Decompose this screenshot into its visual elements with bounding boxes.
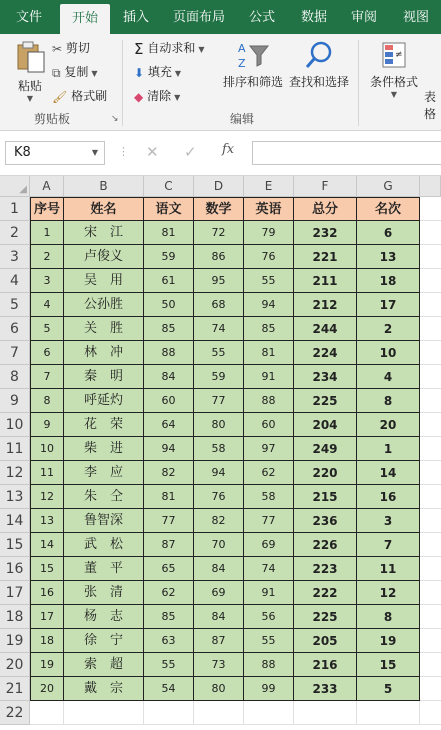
table-cell[interactable]: 70 bbox=[194, 533, 244, 557]
table-cell[interactable]: 222 bbox=[294, 581, 357, 605]
chevron-down-icon: ▼ bbox=[91, 148, 98, 157]
column-header[interactable]: D bbox=[194, 176, 244, 197]
column-header-empty[interactable] bbox=[420, 176, 441, 197]
table-cell[interactable]: 80 bbox=[194, 413, 244, 437]
column-header[interactable]: E bbox=[244, 176, 294, 197]
header-cell[interactable]: 名次 bbox=[357, 197, 420, 221]
table-cell[interactable]: 林 冲 bbox=[64, 341, 144, 365]
table-cell[interactable]: 张 清 bbox=[64, 581, 144, 605]
table-cell[interactable]: 杨 志 bbox=[64, 605, 144, 629]
row-header[interactable]: 15 bbox=[0, 533, 30, 557]
table-cell[interactable]: 12 bbox=[30, 485, 64, 509]
empty-cell[interactable] bbox=[30, 701, 64, 725]
table-cell[interactable]: 8 bbox=[357, 389, 420, 413]
table-cell[interactable]: 74 bbox=[244, 557, 294, 581]
table-cell[interactable]: 69 bbox=[244, 533, 294, 557]
table-cell[interactable]: 18 bbox=[30, 629, 64, 653]
table-cell[interactable]: 87 bbox=[144, 533, 194, 557]
table-cell[interactable]: 204 bbox=[294, 413, 357, 437]
table-cell[interactable]: 82 bbox=[194, 509, 244, 533]
autosum-button[interactable]: Σ 自动求和 ▼ bbox=[134, 39, 205, 58]
table-cell[interactable]: 李 应 bbox=[64, 461, 144, 485]
eraser-icon: ◆ bbox=[134, 89, 144, 104]
sort-filter-button[interactable] bbox=[222, 40, 284, 90]
empty-cell[interactable] bbox=[420, 605, 441, 629]
empty-cell[interactable] bbox=[64, 701, 144, 725]
fill-down-icon: ⬇ bbox=[134, 65, 145, 80]
table-cell[interactable]: 76 bbox=[244, 245, 294, 269]
table-cell[interactable]: 211 bbox=[294, 269, 357, 293]
copy-icon: ⧉ bbox=[52, 65, 61, 80]
table-cell[interactable]: 62 bbox=[144, 581, 194, 605]
empty-cell[interactable] bbox=[420, 677, 441, 701]
table-cell[interactable]: 63 bbox=[144, 629, 194, 653]
table-cell[interactable]: 220 bbox=[294, 461, 357, 485]
header-cell[interactable]: 序号 bbox=[30, 197, 64, 221]
table-cell[interactable]: 11 bbox=[357, 557, 420, 581]
empty-cell[interactable] bbox=[420, 509, 441, 533]
table-cell[interactable]: 223 bbox=[294, 557, 357, 581]
table-cell[interactable]: 50 bbox=[144, 293, 194, 317]
table-cell[interactable]: 朱 仝 bbox=[64, 485, 144, 509]
empty-cell[interactable] bbox=[294, 701, 357, 725]
table-cell[interactable]: 60 bbox=[244, 413, 294, 437]
confirm-icon[interactable]: ✓ bbox=[184, 143, 197, 161]
empty-cell[interactable] bbox=[144, 701, 194, 725]
table-cell[interactable]: 3 bbox=[357, 509, 420, 533]
empty-cell[interactable] bbox=[420, 629, 441, 653]
table-cell[interactable]: 85 bbox=[144, 317, 194, 341]
empty-cell[interactable] bbox=[357, 701, 420, 725]
header-cell[interactable]: 姓名 bbox=[64, 197, 144, 221]
table-cell[interactable]: 221 bbox=[294, 245, 357, 269]
sort-filter-icon bbox=[236, 40, 270, 70]
row-header[interactable]: 9 bbox=[0, 389, 30, 413]
table-cell[interactable]: 87 bbox=[194, 629, 244, 653]
table-cell[interactable]: 73 bbox=[194, 653, 244, 677]
formula-bar bbox=[0, 131, 441, 176]
empty-cell[interactable] bbox=[420, 557, 441, 581]
table-cell[interactable]: 14 bbox=[30, 533, 64, 557]
select-all-corner[interactable] bbox=[0, 176, 30, 197]
table-cell[interactable]: 55 bbox=[244, 629, 294, 653]
table-cell[interactable]: 公孙胜 bbox=[64, 293, 144, 317]
copy-label: 复制 bbox=[64, 65, 89, 79]
empty-cell[interactable] bbox=[420, 485, 441, 509]
table-cell[interactable]: 56 bbox=[244, 605, 294, 629]
header-cell[interactable]: 数学 bbox=[194, 197, 244, 221]
table-cell[interactable]: 216 bbox=[294, 653, 357, 677]
table-cell[interactable]: 关 胜 bbox=[64, 317, 144, 341]
tab-page-layout[interactable]: 页面布局 bbox=[172, 10, 225, 25]
table-cell[interactable]: 215 bbox=[294, 485, 357, 509]
chevron-down-icon: ▼ bbox=[26, 94, 34, 103]
sigma-icon: Σ bbox=[134, 39, 144, 58]
tab-file[interactable]: 文件 bbox=[15, 10, 42, 25]
table-cell[interactable]: 55 bbox=[144, 653, 194, 677]
table-cell[interactable]: 94 bbox=[244, 293, 294, 317]
row-header[interactable]: 11 bbox=[0, 437, 30, 461]
table-cell[interactable]: 19 bbox=[30, 653, 64, 677]
row-header[interactable]: 14 bbox=[0, 509, 30, 533]
table-cell[interactable]: 5 bbox=[357, 677, 420, 701]
tab-review[interactable]: 审阅 bbox=[350, 10, 377, 25]
table-cell[interactable]: 69 bbox=[194, 581, 244, 605]
column-header[interactable]: A bbox=[30, 176, 64, 197]
scissors-icon: ✂ bbox=[52, 41, 63, 56]
table-cell[interactable]: 84 bbox=[144, 365, 194, 389]
table-cell[interactable]: 95 bbox=[194, 269, 244, 293]
table-cell[interactable]: 索 超 bbox=[64, 653, 144, 677]
empty-cell[interactable] bbox=[420, 581, 441, 605]
empty-cell[interactable] bbox=[194, 701, 244, 725]
empty-cell[interactable] bbox=[420, 341, 441, 365]
table-cell[interactable]: 86 bbox=[194, 245, 244, 269]
table-cell[interactable]: 81 bbox=[144, 485, 194, 509]
table-cell[interactable]: 94 bbox=[194, 461, 244, 485]
table-cell[interactable]: 85 bbox=[144, 605, 194, 629]
table-cell[interactable]: 2 bbox=[357, 317, 420, 341]
empty-cell[interactable] bbox=[420, 437, 441, 461]
table-cell[interactable]: 84 bbox=[194, 605, 244, 629]
format-painter-label: 格式刷 bbox=[71, 89, 108, 103]
table-cell[interactable]: 58 bbox=[194, 437, 244, 461]
table-cell[interactable]: 17 bbox=[357, 293, 420, 317]
empty-cell[interactable] bbox=[420, 701, 441, 725]
table-cell[interactable]: 1 bbox=[357, 437, 420, 461]
find-select-label: 查找和选择 bbox=[288, 75, 349, 89]
name-box[interactable] bbox=[5, 141, 105, 165]
table-cell[interactable]: 81 bbox=[144, 221, 194, 245]
table-cell[interactable]: 249 bbox=[294, 437, 357, 461]
row-header[interactable]: 16 bbox=[0, 557, 30, 581]
table-cell[interactable]: 91 bbox=[244, 581, 294, 605]
table-cell[interactable]: 4 bbox=[357, 365, 420, 389]
table-cell[interactable]: 17 bbox=[30, 605, 64, 629]
table-cell[interactable]: 80 bbox=[194, 677, 244, 701]
empty-cell[interactable] bbox=[420, 245, 441, 269]
table-cell[interactable]: 64 bbox=[144, 413, 194, 437]
table-cell[interactable]: 鲁智深 bbox=[64, 509, 144, 533]
editing-group-label: 编辑 bbox=[230, 112, 255, 126]
empty-cell[interactable] bbox=[420, 269, 441, 293]
table-cell[interactable]: 88 bbox=[244, 653, 294, 677]
table-cell[interactable]: 77 bbox=[144, 509, 194, 533]
header-cell[interactable]: 总分 bbox=[294, 197, 357, 221]
table-cell[interactable]: 225 bbox=[294, 389, 357, 413]
table-cell[interactable]: 91 bbox=[244, 365, 294, 389]
table-cell[interactable]: 55 bbox=[194, 341, 244, 365]
conditional-format-label: 条件格式 bbox=[369, 75, 418, 89]
empty-cell[interactable] bbox=[420, 653, 441, 677]
column-header[interactable]: C bbox=[144, 176, 194, 197]
table-cell[interactable]: 20 bbox=[357, 413, 420, 437]
table-cell[interactable]: 13 bbox=[357, 245, 420, 269]
empty-cell[interactable] bbox=[420, 197, 441, 221]
column-header[interactable]: F bbox=[294, 176, 357, 197]
row-header[interactable]: 2 bbox=[0, 221, 30, 245]
table-cell[interactable]: 16 bbox=[357, 485, 420, 509]
table-cell[interactable]: 224 bbox=[294, 341, 357, 365]
table-cell[interactable]: 花 荣 bbox=[64, 413, 144, 437]
table-cell[interactable]: 7 bbox=[30, 365, 64, 389]
column-header[interactable]: G bbox=[357, 176, 420, 197]
row-header[interactable]: 7 bbox=[0, 341, 30, 365]
row-header[interactable]: 18 bbox=[0, 605, 30, 629]
tab-view[interactable]: 视图 bbox=[402, 10, 429, 25]
sort-filter-label: 排序和筛选 bbox=[222, 75, 283, 89]
empty-cell[interactable] bbox=[420, 533, 441, 557]
conditional-format-icon bbox=[379, 40, 409, 70]
table-cell[interactable]: 12 bbox=[357, 581, 420, 605]
row-header[interactable]: 22 bbox=[0, 701, 30, 725]
table-cell[interactable]: 58 bbox=[244, 485, 294, 509]
table-cell[interactable]: 232 bbox=[294, 221, 357, 245]
cut-button[interactable] bbox=[52, 38, 90, 58]
clipboard-icon bbox=[14, 40, 46, 74]
table-cell[interactable]: 戴 宗 bbox=[64, 677, 144, 701]
table-cell[interactable]: 8 bbox=[357, 605, 420, 629]
ribbon bbox=[0, 34, 441, 131]
table-cell[interactable]: 呼延灼 bbox=[64, 389, 144, 413]
paste-button[interactable] bbox=[10, 40, 50, 104]
table-cell[interactable]: 59 bbox=[144, 245, 194, 269]
row-header[interactable]: 19 bbox=[0, 629, 30, 653]
table-cell[interactable]: 88 bbox=[144, 341, 194, 365]
row-header[interactable]: 13 bbox=[0, 485, 30, 509]
tab-home[interactable]: 开始 bbox=[60, 4, 110, 34]
tab-data[interactable]: 数据 bbox=[300, 10, 327, 25]
table-cell[interactable]: 77 bbox=[244, 509, 294, 533]
table-cell[interactable]: 212 bbox=[294, 293, 357, 317]
row-header[interactable]: 12 bbox=[0, 461, 30, 485]
clear-label: 清除 bbox=[147, 89, 172, 103]
table-cell[interactable]: 99 bbox=[244, 677, 294, 701]
empty-cell[interactable] bbox=[420, 413, 441, 437]
row-header[interactable]: 1 bbox=[0, 197, 30, 221]
table-cell[interactable]: 19 bbox=[357, 629, 420, 653]
table-cell[interactable]: 16 bbox=[30, 581, 64, 605]
table-cell[interactable]: 65 bbox=[144, 557, 194, 581]
table-cell[interactable]: 吴 用 bbox=[64, 269, 144, 293]
table-cell[interactable]: 6 bbox=[357, 221, 420, 245]
table-cell[interactable]: 72 bbox=[194, 221, 244, 245]
dialog-launcher-icon[interactable]: ↘ bbox=[111, 114, 119, 124]
table-cell[interactable]: 76 bbox=[194, 485, 244, 509]
empty-cell[interactable] bbox=[420, 461, 441, 485]
formula-input[interactable] bbox=[252, 141, 441, 165]
row-header[interactable]: 5 bbox=[0, 293, 30, 317]
table-cell[interactable]: 20 bbox=[30, 677, 64, 701]
empty-cell[interactable] bbox=[420, 317, 441, 341]
paste-label: 粘贴 bbox=[17, 79, 42, 93]
brush-icon: 🖌 bbox=[52, 89, 68, 104]
table-cell[interactable]: 74 bbox=[194, 317, 244, 341]
table-cell[interactable]: 13 bbox=[30, 509, 64, 533]
table-cell[interactable]: 60 bbox=[144, 389, 194, 413]
table-cell[interactable]: 柴 进 bbox=[64, 437, 144, 461]
corner-triangle-icon: ◢ bbox=[19, 184, 27, 195]
cancel-icon[interactable]: ✕ bbox=[146, 143, 159, 161]
conditional-format-button[interactable]: ≠ 条件格式 ▼ bbox=[366, 40, 422, 99]
table-cell[interactable]: 董 平 bbox=[64, 557, 144, 581]
table-cell[interactable]: 3 bbox=[30, 269, 64, 293]
row-header[interactable]: 10 bbox=[0, 413, 30, 437]
format-painter-button[interactable] bbox=[52, 86, 107, 106]
empty-cell[interactable] bbox=[244, 701, 294, 725]
row-header[interactable]: 8 bbox=[0, 365, 30, 389]
table-cell[interactable]: 18 bbox=[357, 269, 420, 293]
row-header[interactable]: 17 bbox=[0, 581, 30, 605]
table-cell[interactable]: 68 bbox=[194, 293, 244, 317]
table-cell[interactable]: 10 bbox=[30, 437, 64, 461]
table-cell[interactable]: 2 bbox=[30, 245, 64, 269]
table-cell[interactable]: 205 bbox=[294, 629, 357, 653]
svg-text:≠: ≠ bbox=[395, 50, 403, 60]
table-cell[interactable]: 6 bbox=[30, 341, 64, 365]
row-header[interactable]: 4 bbox=[0, 269, 30, 293]
clipboard-group-label: 剪贴板 bbox=[34, 112, 71, 126]
tab-formulas[interactable]: 公式 bbox=[248, 10, 275, 25]
insert-function-icon[interactable]: fx bbox=[222, 142, 235, 157]
table-cell[interactable]: 236 bbox=[294, 509, 357, 533]
header-cell[interactable]: 语文 bbox=[144, 197, 194, 221]
svg-text:A: A bbox=[238, 42, 246, 55]
table-cell[interactable]: 14 bbox=[357, 461, 420, 485]
table-cell[interactable]: 卢俊义 bbox=[64, 245, 144, 269]
table-cell[interactable]: 5 bbox=[30, 317, 64, 341]
table-cell[interactable]: 54 bbox=[144, 677, 194, 701]
row-header[interactable]: 6 bbox=[0, 317, 30, 341]
tab-insert[interactable]: 插入 bbox=[122, 10, 149, 25]
table-cell[interactable]: 225 bbox=[294, 605, 357, 629]
empty-cell[interactable] bbox=[420, 389, 441, 413]
table-cell[interactable]: 61 bbox=[144, 269, 194, 293]
column-header[interactable]: B bbox=[64, 176, 144, 197]
magnifier-icon bbox=[304, 40, 334, 70]
empty-cell[interactable] bbox=[420, 221, 441, 245]
table-format-button[interactable]: 表格 bbox=[424, 90, 437, 121]
table-cell[interactable]: 234 bbox=[294, 365, 357, 389]
copy-button[interactable]: ⧉ 复制 ▼ bbox=[52, 62, 98, 82]
fill-button[interactable]: ⬇ 填充 ▼ bbox=[134, 62, 181, 82]
ribbon-tab-bar bbox=[0, 0, 441, 34]
table-cell[interactable]: 77 bbox=[194, 389, 244, 413]
divider bbox=[122, 40, 123, 126]
cut-label: 剪切 bbox=[65, 41, 90, 55]
table-cell[interactable]: 武 松 bbox=[64, 533, 144, 557]
table-cell[interactable]: 226 bbox=[294, 533, 357, 557]
table-cell[interactable]: 59 bbox=[194, 365, 244, 389]
more-icon: ⋮ bbox=[118, 145, 129, 158]
empty-cell[interactable] bbox=[420, 365, 441, 389]
table-cell[interactable]: 55 bbox=[244, 269, 294, 293]
table-cell[interactable]: 15 bbox=[357, 653, 420, 677]
table-cell[interactable]: 79 bbox=[244, 221, 294, 245]
row-header[interactable]: 3 bbox=[0, 245, 30, 269]
header-cell[interactable]: 英语 bbox=[244, 197, 294, 221]
divider bbox=[358, 40, 359, 126]
name-box-value: K8 bbox=[14, 145, 31, 160]
table-cell[interactable]: 秦 明 bbox=[64, 365, 144, 389]
table-cell[interactable]: 97 bbox=[244, 437, 294, 461]
find-select-button[interactable] bbox=[288, 40, 350, 90]
fill-label: 填充 bbox=[147, 65, 172, 79]
table-cell[interactable]: 11 bbox=[30, 461, 64, 485]
table-cell[interactable]: 10 bbox=[357, 341, 420, 365]
row-header[interactable]: 21 bbox=[0, 677, 30, 701]
svg-text:Z: Z bbox=[238, 57, 246, 70]
table-cell[interactable]: 徐 宁 bbox=[64, 629, 144, 653]
row-header[interactable]: 20 bbox=[0, 653, 30, 677]
table-cell[interactable]: 94 bbox=[144, 437, 194, 461]
table-cell[interactable]: 88 bbox=[244, 389, 294, 413]
table-cell[interactable]: 81 bbox=[244, 341, 294, 365]
table-cell[interactable]: 85 bbox=[244, 317, 294, 341]
table-cell[interactable]: 8 bbox=[30, 389, 64, 413]
table-cell[interactable]: 7 bbox=[357, 533, 420, 557]
table-cell[interactable]: 82 bbox=[144, 461, 194, 485]
table-cell[interactable]: 244 bbox=[294, 317, 357, 341]
table-cell[interactable]: 15 bbox=[30, 557, 64, 581]
table-cell[interactable]: 233 bbox=[294, 677, 357, 701]
table-cell[interactable]: 9 bbox=[30, 413, 64, 437]
clear-button[interactable]: ◆ 清除 ▼ bbox=[134, 86, 180, 106]
table-cell[interactable]: 84 bbox=[194, 557, 244, 581]
table-cell[interactable]: 1 bbox=[30, 221, 64, 245]
autosum-label: 自动求和 bbox=[147, 41, 196, 55]
empty-cell[interactable] bbox=[420, 293, 441, 317]
table-cell[interactable]: 62 bbox=[244, 461, 294, 485]
table-cell[interactable]: 4 bbox=[30, 293, 64, 317]
table-cell[interactable]: 宋 江 bbox=[64, 221, 144, 245]
